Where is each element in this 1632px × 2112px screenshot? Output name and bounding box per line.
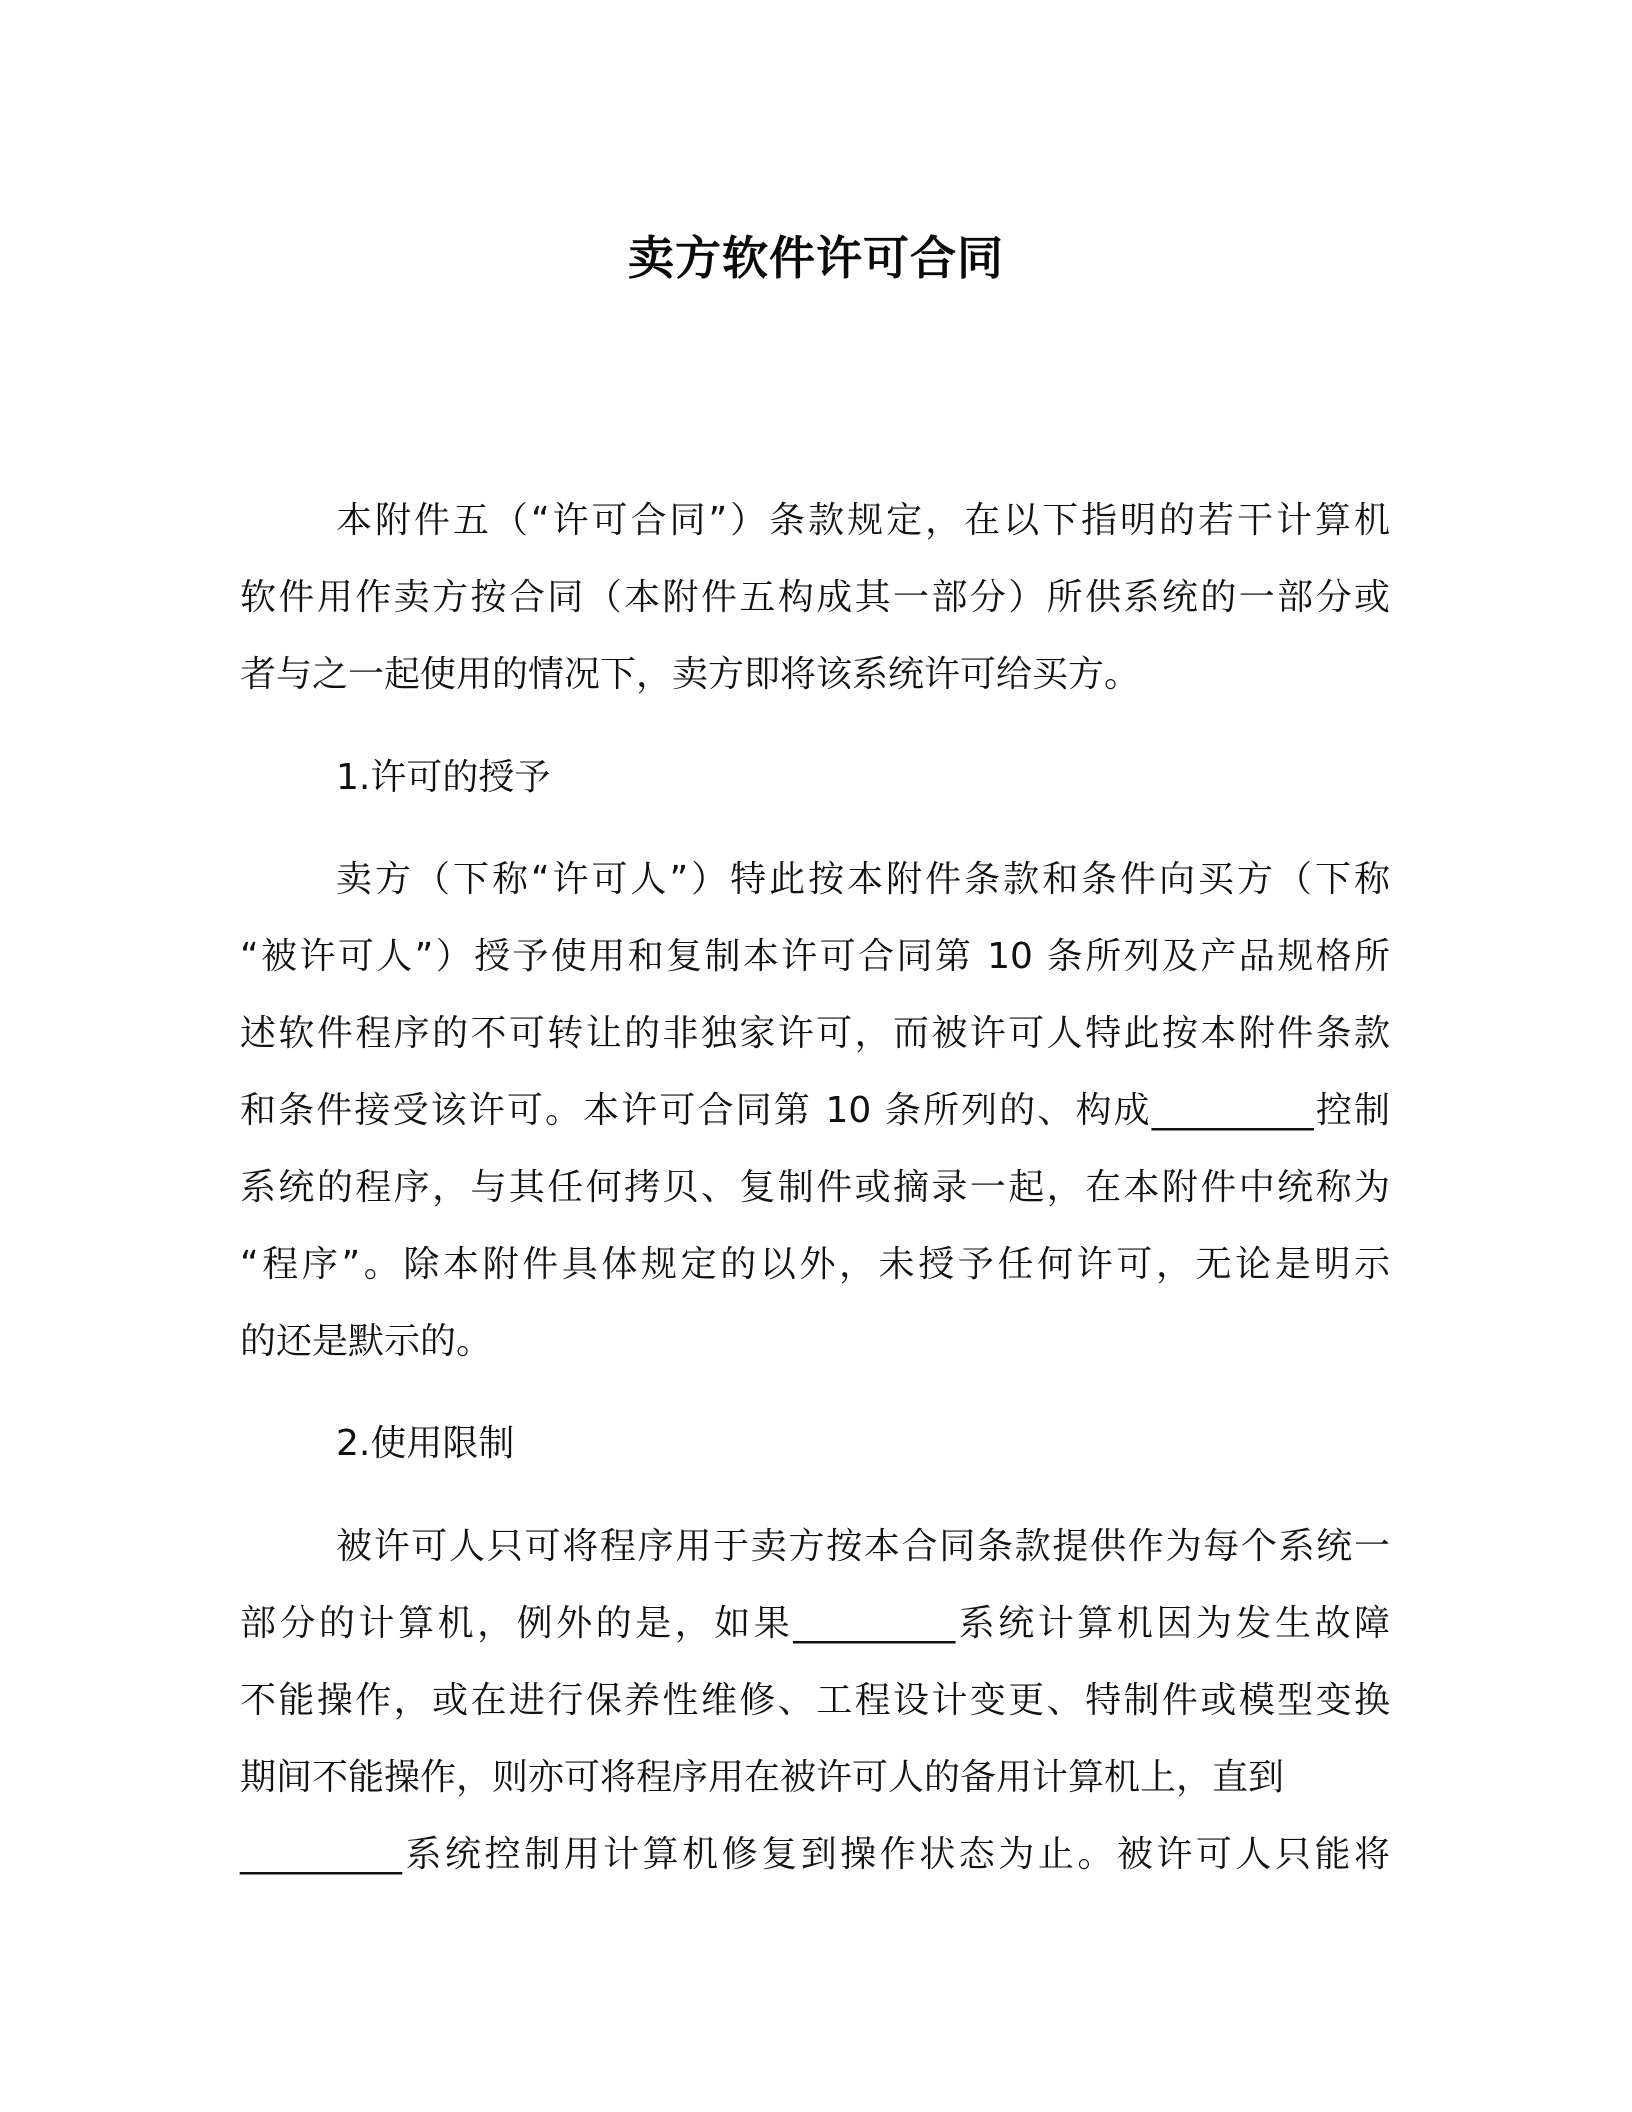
document-title: 卖方软件许可合同 (628, 231, 1004, 285)
paragraph-line: “程序”。除本附件具体规定的以外，未授予任何许可，无论是明示 (240, 1244, 1390, 1285)
paragraph-line: 部分的计算机，例外的是，如果_________系统计算机因为发生故障 (240, 1603, 1390, 1644)
paragraph-line: 的还是默示的。 (240, 1321, 493, 1362)
paragraph-line: 软件用作卖方按合同（本附件五构成其一部分）所供系统的一部分或 (240, 577, 1390, 618)
paragraph-line: 和条件接受该许可。本许可合同第 10 条所列的、构成_________控制 (240, 1090, 1390, 1131)
paragraph-line: 期间不能操作，则亦可将程序用在被许可人的备用计算机上，直到 (240, 1757, 1285, 1798)
paragraph-line: 本附件五（“许可合同”）条款规定，在以下指明的若干计算机 (336, 500, 1390, 541)
section-heading: 2.使用限制 (336, 1423, 515, 1464)
paragraph-line: 者与之一起使用的情况下，卖方即将该系统许可给买方。 (240, 654, 1141, 695)
paragraph-line: 系统的程序，与其任何拷贝、复制件或摘录一起，在本附件中统称为 (240, 1167, 1390, 1208)
paragraph-line: “被许可人”）授予使用和复制本许可合同第 10 条所列及产品规格所 (240, 936, 1390, 977)
paragraph-line: 述软件程序的不可转让的非独家许可，而被许可人特此按本附件条款 (240, 1013, 1390, 1054)
section-heading: 1.许可的授予 (336, 757, 551, 798)
paragraph-line: 卖方（下称“许可人”）特此按本附件条款和条件向买方（下称 (336, 859, 1390, 900)
paragraph-line: 被许可人只可将程序用于卖方按本合同条款提供作为每个系统一 (336, 1526, 1390, 1567)
paragraph-line: 不能操作，或在进行保养性维修、工程设计变更、特制件或模型变换 (240, 1680, 1390, 1721)
paragraph-line: _________系统控制用计算机修复到操作状态为止。被许可人只能将 (240, 1834, 1390, 1875)
